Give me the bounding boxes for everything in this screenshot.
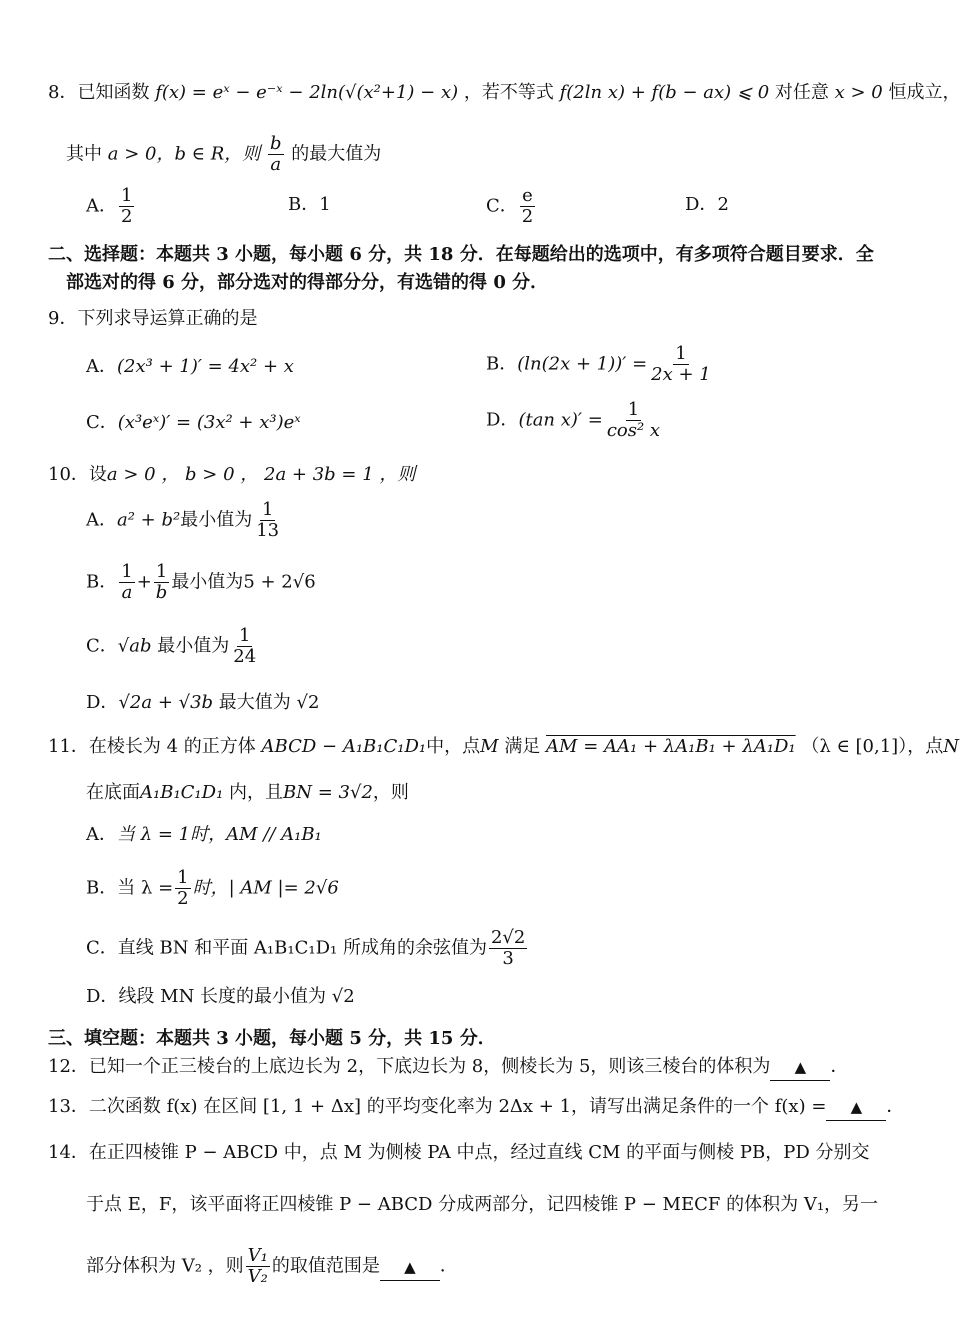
q8-number-text: 8．已知函数 bbox=[48, 82, 150, 103]
q14-line1: 14．在正四棱锥 P − ABCD 中，点 M 为侧棱 PA 中点，经过直线 CM 的平面与侧棱 PB，PD 分别交 bbox=[48, 1142, 870, 1163]
q8-inequality: f(2ln x) + f(b − ax) ⩽ 0 bbox=[559, 82, 770, 103]
q8-option-a: A． $\frac{1}{2}$ bbox=[86, 185, 133, 227]
q11-line1: 11．在棱长为 4 的正方体 ABCD − A₁B₁C₁D₁中，点M 满足 AM = AA₁ + λA₁B₁ + λA₁D₁ （λ ∈ [0,1]），点N bbox=[48, 736, 959, 757]
q8-function: f(x) = eˣ − e⁻ˣ − 2ln(√(x²+1) − x) bbox=[155, 82, 459, 103]
q11-vector-equation: AM = AA₁ + λA₁B₁ + λA₁D₁ bbox=[546, 736, 796, 757]
q13-text: 13．二次函数 f(x) 在区间 [1, 1 + Δx] 的平均变化率为 2Δx + 1，请写出满足条件的一个 f(x) = ▲ ． bbox=[48, 1094, 904, 1121]
q9-stem: 9．下列求导运算正确的是 bbox=[48, 308, 258, 329]
q11-option-b: B．当 λ = $\frac{1}{2}$ 时，| AM |= 2√6 bbox=[86, 867, 339, 909]
q11-option-d: D．线段 MN 长度的最小值为 √2 bbox=[86, 986, 355, 1007]
section3-instruction: 三、填空题：本题共 3 小题，每小题 5 分，共 15 分． bbox=[48, 1028, 496, 1049]
section2-instruction-line2: 部选对的得 6 分，部分选对的得部分分，有选错的得 0 分． bbox=[66, 272, 549, 293]
q8-text: 其中 bbox=[66, 143, 102, 165]
q8-text: ，若不等式 bbox=[463, 82, 554, 103]
q14-line3: 部分体积为 V₂ ，则 $\frac{\text{V₁}}{\text{V₂}}$ 的取值范围是 ▲ ． bbox=[86, 1245, 458, 1287]
q10-option-c: C．√ab 最小值为 $\frac{1}{24}$ bbox=[86, 625, 257, 667]
q10-option-b: B． $\frac{1}{a}$ + $\frac{1}{b}$ 最小值为5 + 2√6 bbox=[86, 561, 316, 603]
q12-text: 12．已知一个正三棱台的上底边长为 2，下底边长为 8，侧棱长为 5，则该三棱台的体积为 ▲ ． bbox=[48, 1054, 848, 1081]
q9-option-a: A．(2x³ + 1)′ = 4x² + x bbox=[86, 356, 294, 377]
q12-answer-blank: ▲ bbox=[770, 1054, 830, 1081]
q10-option-d: D．√2a + √3b 最大值为 √2 bbox=[86, 692, 320, 713]
section2-instruction-line1: 二、选择题：本题共 3 小题，每小题 6 分，共 18 分．在每题给出的选项中，有多项符合题目要求．全 bbox=[48, 244, 874, 265]
q8-fraction: $\frac{b}{a}$ bbox=[270, 133, 282, 175]
q11-option-c: C．直线 BN 和平面 A₁B₁C₁D₁ 所成角的余弦值为 $\frac{2√2}{3}$ bbox=[86, 927, 526, 969]
q8-line1 bbox=[48, 80, 961, 106]
q8-text: 的最大值为 bbox=[291, 143, 382, 165]
q8-text: 对任意 bbox=[774, 82, 829, 103]
q8-option-b: B．1 bbox=[288, 194, 331, 215]
q10-stem: 10．设a > 0 ， b > 0 ， 2a + 3b = 1 ，则 bbox=[48, 464, 416, 485]
q8-line2 bbox=[66, 134, 381, 175]
q14-answer-blank: ▲ bbox=[380, 1254, 440, 1281]
q8-text: 恒成立， bbox=[888, 82, 961, 103]
q8-condition: x > 0 bbox=[834, 82, 883, 103]
q11-line2: 在底面A₁B₁C₁D₁ 内，且BN = 3√2，则 bbox=[86, 782, 409, 803]
q14-line2: 于点 E，F，该平面将正四棱锥 P − ABCD 分成两部分，记四棱锥 P − MECF 的体积为 V₁，另一 bbox=[86, 1194, 879, 1215]
q13-answer-blank: ▲ bbox=[826, 1094, 886, 1121]
q8-option-c: C． $\frac{e}{2}$ bbox=[486, 185, 534, 227]
q9-option-b: B．(ln(2x + 1))′ = $\frac{1}{2x + 1}$ bbox=[486, 343, 711, 385]
q9-option-d: D．(tan x)′ = $\frac{1}{\text{cos² x}}$ bbox=[486, 399, 661, 441]
q11-option-a: A．当 λ = 1时，AM // A₁B₁ bbox=[86, 824, 322, 845]
q8-option-d: D．2 bbox=[685, 194, 729, 215]
q8-text: a > 0，b ∈ R，则 bbox=[107, 143, 261, 165]
q10-option-a: A．a² + b²最小值为 $\frac{1}{13}$ bbox=[86, 499, 280, 541]
q9-option-c: C．(x³eˣ)′ = (3x² + x³)eˣ bbox=[86, 412, 301, 433]
